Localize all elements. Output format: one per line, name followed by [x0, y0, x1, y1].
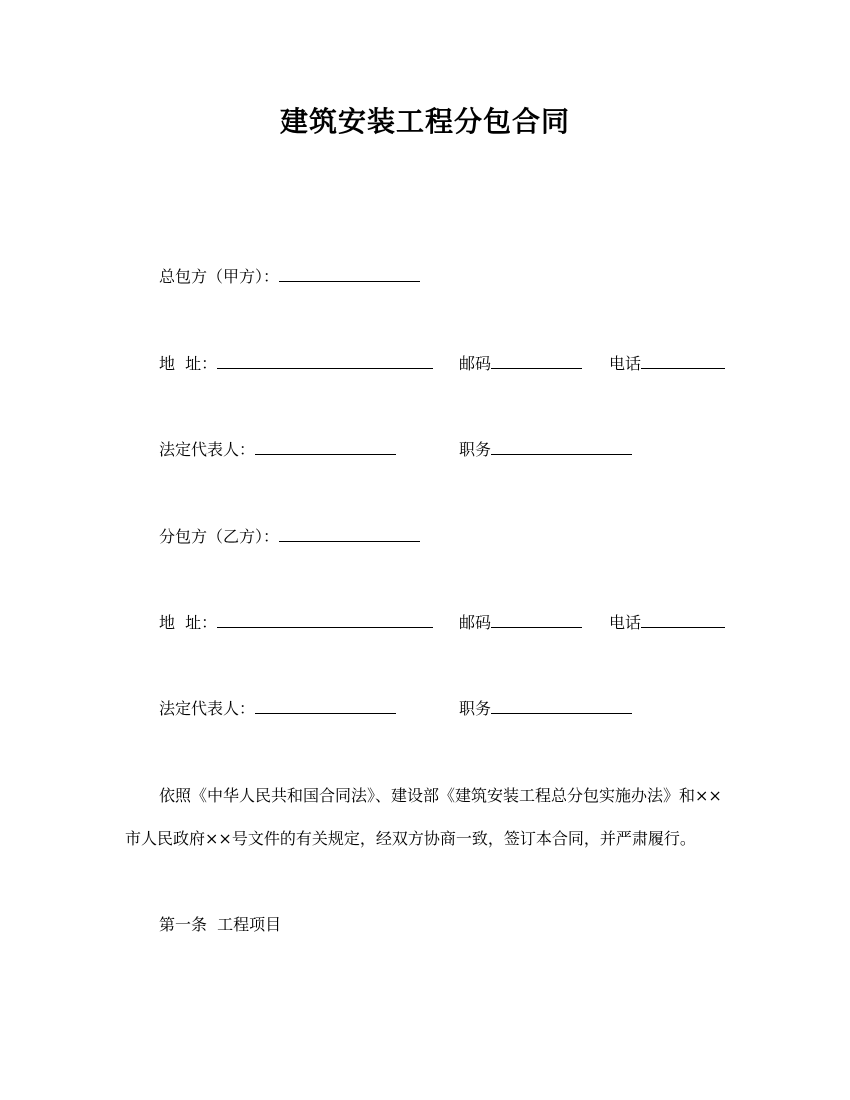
party-b-address-field[interactable]	[217, 612, 433, 628]
party-a-position-row	[459, 439, 632, 461]
party-a-address-label: 地 址：	[159, 354, 218, 373]
party-a-position-field[interactable]	[491, 439, 632, 455]
party-a-name-field[interactable]	[279, 266, 420, 282]
party-b-position-row	[459, 698, 632, 720]
party-b-position-field[interactable]	[491, 698, 632, 714]
article-1-heading: 第一条 工程项目	[159, 915, 282, 934]
party-b-postcode-label: 邮码	[459, 613, 492, 632]
party-b-phone-row	[609, 612, 725, 634]
party-a-legal-rep-label: 法定代表人：	[159, 440, 256, 459]
party-a-phone-label: 电话	[609, 354, 642, 373]
party-a-address-field[interactable]	[217, 353, 433, 369]
party-a-postcode-row	[459, 353, 582, 375]
party-a-position-label: 职务	[459, 440, 492, 459]
preamble-line-2: 市人民政府××号文件的有关规定，经双方协商一致，签订本合同，并严肃履行。	[125, 829, 696, 848]
party-b-postcode-row	[459, 612, 582, 634]
document-title: 建筑安装工程分包合同	[279, 105, 570, 138]
party-a-address-row	[159, 353, 433, 375]
party-b-legal-rep-row	[159, 698, 396, 720]
party-b-legal-rep-field[interactable]	[255, 698, 396, 714]
party-a-postcode-label: 邮码	[459, 354, 492, 373]
party-b-postcode-field[interactable]	[491, 612, 582, 628]
party-b-phone-label: 电话	[609, 613, 642, 632]
party-b-label: 分包方（乙方）：	[159, 527, 280, 546]
party-b-legal-rep-label: 法定代表人：	[159, 699, 256, 718]
party-a-legal-rep-field[interactable]	[255, 439, 396, 455]
party-b-address-row	[159, 612, 433, 634]
party-a-postcode-field[interactable]	[491, 353, 582, 369]
party-a-label: 总包方（甲方）：	[159, 267, 280, 286]
party-a-row	[159, 266, 420, 288]
party-a-legal-rep-row	[159, 439, 396, 461]
party-b-position-label: 职务	[459, 699, 492, 718]
party-a-phone-field[interactable]	[641, 353, 725, 369]
party-b-row	[159, 526, 420, 548]
party-b-phone-field[interactable]	[641, 612, 725, 628]
preamble-line-1: 依照《中华人民共和国合同法》、建设部《建筑安装工程总分包实施办法》和××	[159, 786, 722, 805]
party-a-phone-row	[609, 353, 725, 375]
party-b-address-label: 地 址：	[159, 613, 218, 632]
party-b-name-field[interactable]	[279, 526, 420, 542]
